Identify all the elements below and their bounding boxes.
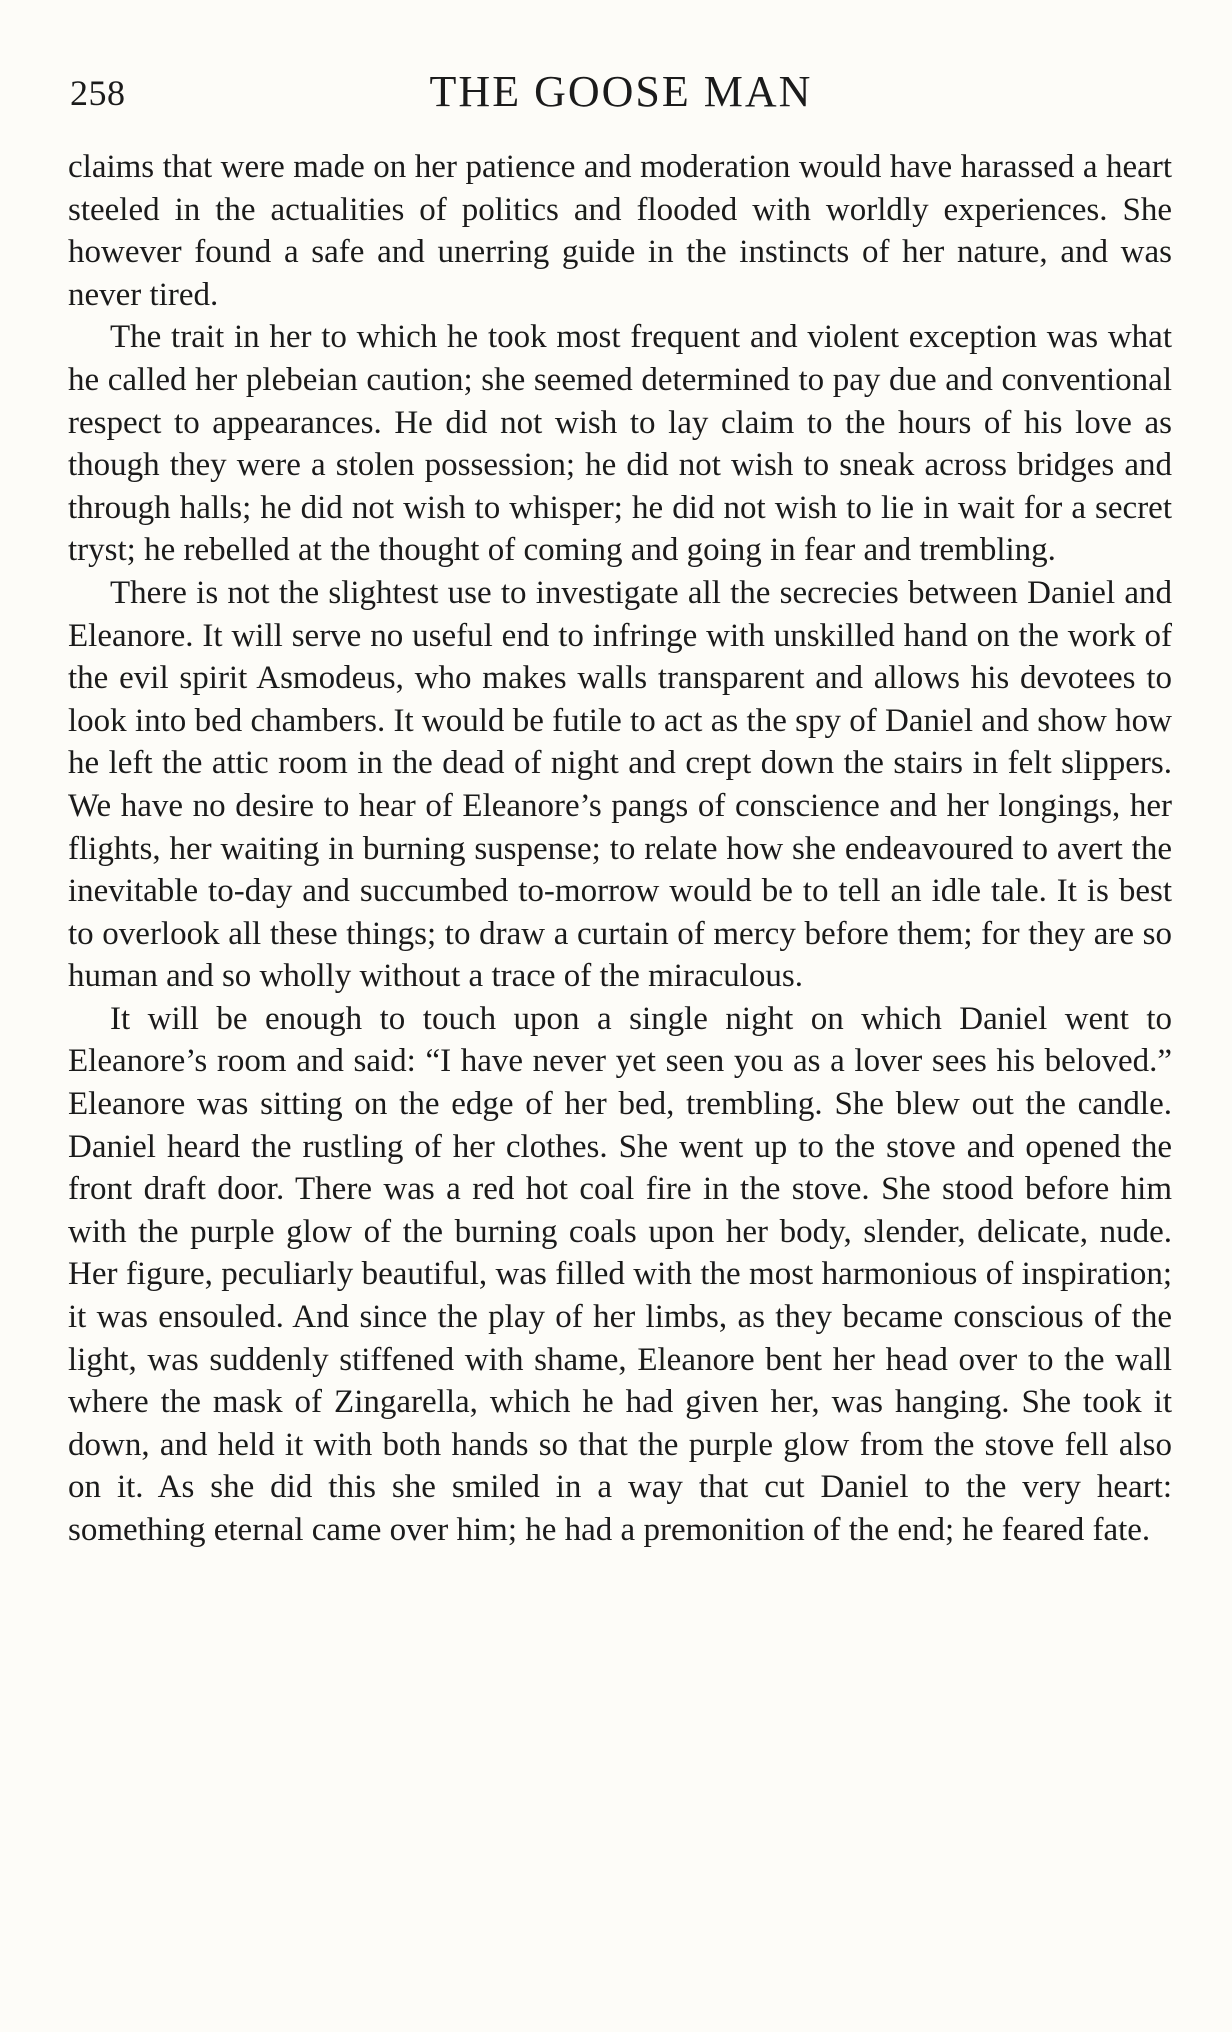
- page-number: 258: [70, 73, 126, 113]
- paragraph-4: It will be enough to touch upon a single night on which Daniel went to Eleanore’s room and said: “I have never yet seen you as a lover sees his beloved.” Eleanore was sitting on the edge of her bed, trembling. She blew out the candle. Daniel heard the rustling of her clothes. She went up to the stove and opened the front draft door. There was a red hot coal fire in the stove. She stood before him with the purple glow of the burning coals upon her body, slender, delicate, nude. Her figure, peculiarly beautiful, was filled with the most harmonious of inspiration; it was ensouled. And since the play of her limbs, as they became conscious of the light, was suddenly stiffened with shame, Eleanore bent her head over to the wall where the mask of Zingarella, which he had given her, was hanging. She took it down, and held it with both hands so that the purple glow from the stove fell also on it. As she did this she smiled in a way that cut Daniel to the very heart: something eternal came over him; he had a premonition of the end; he feared fate.: [68, 1000, 1172, 1548]
- paragraph-2: The trait in her to which he took most frequent and violent exception was what he called her plebeian caution; she seemed determined to pay due and conventional respect to appearances. He did not wish to lay claim to the hours of his love as though they were a stolen possession; he did not wish to sneak across bridges and through halls; he did not wish to whisper; he did not wish to lie in wait for a secret tryst; he rebelled at the thought of coming and going in fear and trembling.: [68, 319, 1172, 569]
- body-text: [68, 146, 1172, 1552]
- running-title: THE GOOSE MAN: [429, 67, 813, 116]
- paragraph-3: There is not the slightest use to investigate all the secrecies between Daniel and Eleanore. It will serve no useful end to infringe with unskilled hand on the work of the evil spirit Asmodeus, who makes walls transparent and allows his devotees to look into bed chambers. It would be futile to act as the spy of Daniel and show how he left the attic room in the dead of night and crept down the stairs in felt slippers. We have no desire to hear of Eleanore’s pangs of conscience and her longings, her flights, her waiting in burning suspense; to relate how she endeavoured to avert the inevitable to-day and succumbed to-morrow would be to tell an idle tale. It is best to overlook all these things; to draw a curtain of mercy before them; for they are so human and so wholly without a trace of the miraculous.: [68, 574, 1172, 995]
- paragraph-1: claims that were made on her patience and moderation would have harassed a heart steeled in the actualities of politics and flooded with worldly experiences. She however found a safe and unerring guide in the instincts of her nature, and was never tired.: [68, 149, 1172, 313]
- page-header: [66, 66, 1176, 126]
